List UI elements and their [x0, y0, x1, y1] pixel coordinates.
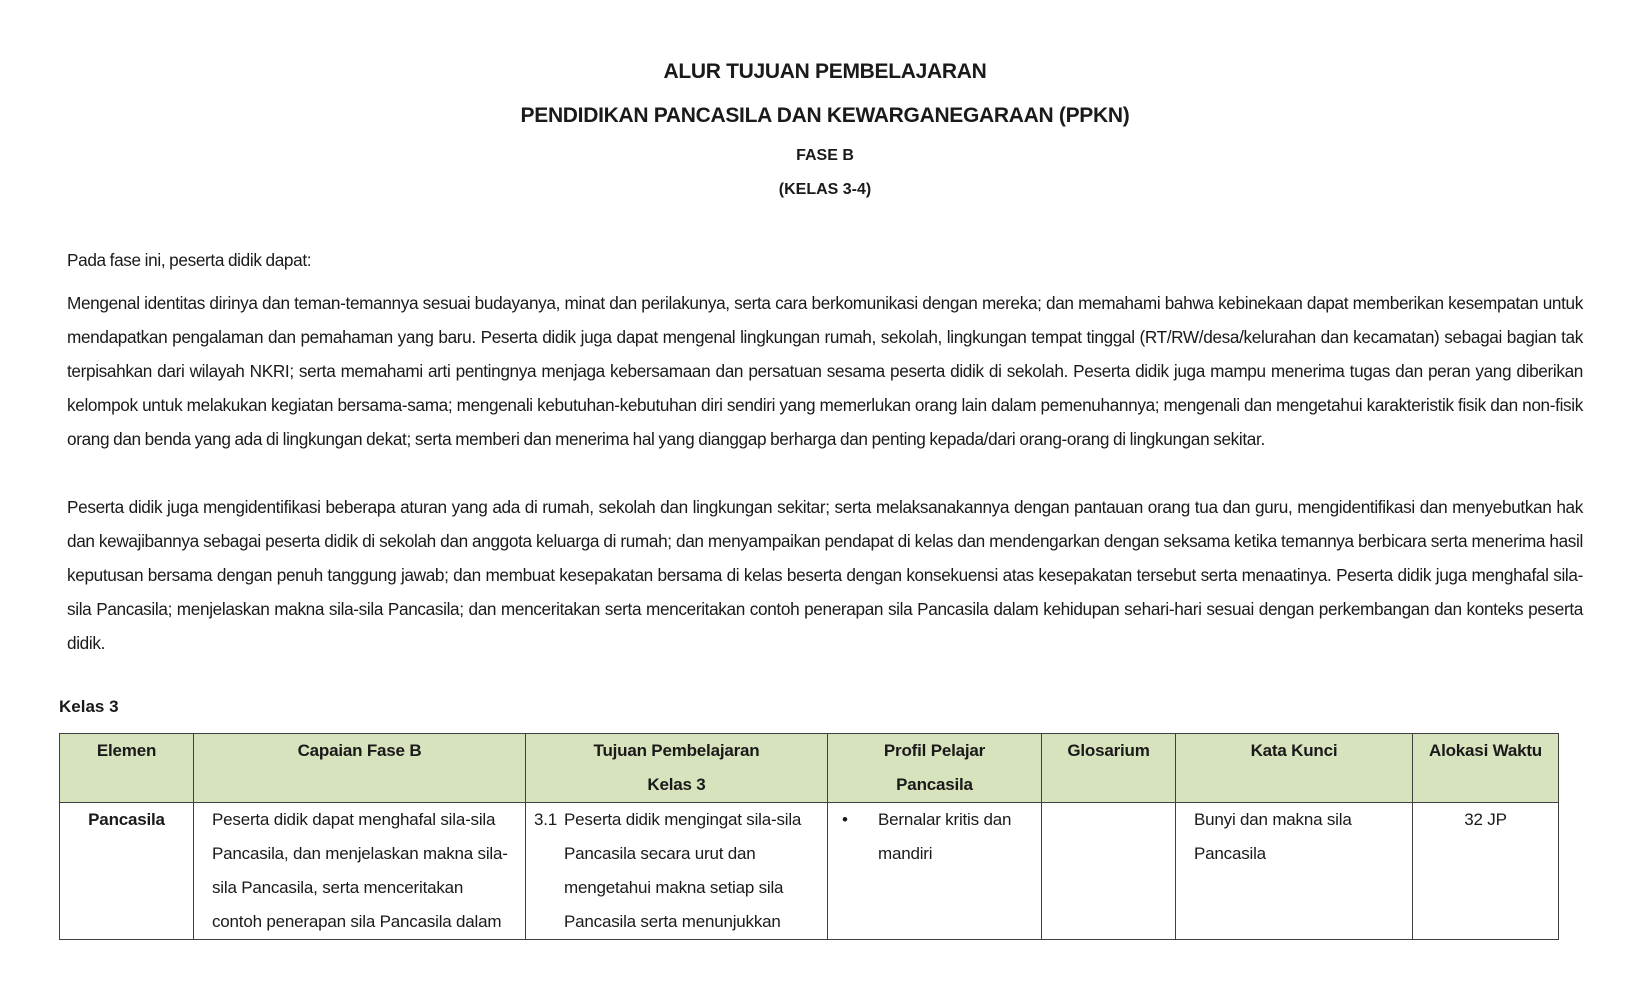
bullet-icon: • [842, 810, 848, 829]
column-header-label: Profil Pelajar [883, 741, 986, 760]
cell-alokasi: 32 JP [1413, 803, 1559, 940]
cell-capaian: Peserta didik dapat menghafal sila-sila Pancasila, dan menjelaskan makna sila-sila Pancasila, serta menceritakan contoh penerapan sila Pancasila dalam [194, 803, 526, 940]
grades-label: (KELAS 3-4) [778, 181, 872, 198]
column-header-label: Tujuan Pembelajaran [593, 741, 760, 760]
cell-elemen: Pancasila [60, 803, 194, 940]
phase-label: FASE B [796, 147, 854, 164]
column-header-tujuan [526, 734, 828, 803]
description-paragraph-1: Mengenal identitas dirinya dan teman-temannya sesuai budayanya, minat dan perilakunya, serta cara berkomunikasi dengan mereka; dan memahami bahwa kebinekaan dapat memberikan kesempatan untuk mendapatkan pengalaman dan pemahaman yang baru. Peserta didik juga dapat mengenal lingkungan rumah, sekolah, lingkungan tempat tinggal (RT/RW/desa/kelurahan dan kecamatan) sebagai bagian tak terpisahkan dari wilayah NKRI; serta memahami arti pentingnya menjaga kebersamaan dan persatuan sesama peserta didik di sekolah. Peserta didik juga mampu menerima tugas dan peran yang diberikan kelompok untuk melakukan kegiatan bersama-sama; mengenali kebutuhan-kebutuhan diri sendiri yang memerlukan orang lain dalam pemenuhannya; mengenali dan mengetahui karakteristik fisik dan non-fisik orang dan benda yang ada di lingkungan dekat; serta memberi dan menerima hal yang dianggap berharga dan penting kepada/dari orang-orang di lingkungan sekitar. [67, 293, 1583, 449]
objective-item [534, 803, 819, 939]
objective-number: 3.1 [534, 810, 558, 829]
subject-title: PENDIDIKAN PANCASILA DAN KEWARGANEGARAAN (PPKN) [520, 104, 1130, 127]
intro-text: Pada fase ini, peserta didik dapat: [67, 250, 312, 270]
profile-list-item [836, 803, 1033, 871]
column-header-label: Capaian Fase B [297, 741, 422, 760]
column-header-sublabel: Pancasila [896, 775, 973, 794]
cell-profil [828, 803, 1042, 940]
table-row [60, 803, 1559, 940]
learning-objectives-table [59, 733, 1559, 940]
column-header-alokasi [1413, 734, 1559, 803]
document-title: ALUR TUJUAN PEMBELAJARAN [663, 60, 987, 83]
column-header-label: Glosarium [1067, 741, 1150, 760]
column-header-label: Kata Kunci [1250, 741, 1338, 760]
cell-kata-kunci: Bunyi dan makna sila Pancasila [1176, 803, 1413, 940]
profile-text: Bernalar kritis dan mandiri [878, 810, 1012, 863]
section-label-kelas-3: Kelas 3 [59, 697, 119, 716]
description-paragraph-2: Peserta didik juga mengidentifikasi beberapa aturan yang ada di rumah, sekolah dan lingkungan sekitar; serta melaksanakannya dengan pantauan orang tua dan guru, mengidentifikasi dan menyebutkan hak dan kewajibannya sebagai peserta didik di sekolah dan anggota keluarga di rumah; dan menyampaikan pendapat di kelas dan mendengarkan dengan seksama ketika temannya berbicara serta menerima hasil keputusan bersama dengan penuh tanggung jawab; dan membuat kesepakatan bersama di kelas beserta dengan konsekuensi atas kesepakatan tersebut serta menaatinya. Peserta didik juga menghafal sila- sila Pancasila; menjelaskan makna sila-sila Pancasila; dan menceritakan serta menceritakan contoh penerapan sila Pancasila dalam kehidupan sehari-hari sesuai dengan perkembangan dan konteks peserta didik. [67, 497, 1583, 653]
cell-glosarium [1042, 803, 1176, 940]
objective-text: Peserta didik mengingat sila-sila Pancasila secara urut dan mengetahui makna setiap sila Pancasila serta menunjukkan [564, 810, 802, 931]
column-header-label: Elemen [96, 741, 157, 760]
column-header-kata-kunci [1176, 734, 1413, 803]
column-header-capaian [194, 734, 526, 803]
column-header-label: Alokasi Waktu [1429, 741, 1542, 760]
cell-tujuan [526, 803, 828, 940]
column-header-sublabel: Kelas 3 [647, 775, 706, 794]
column-header-profil [828, 734, 1042, 803]
column-header-elemen [60, 734, 194, 803]
table-header-row [60, 734, 1559, 803]
column-header-glosarium [1042, 734, 1176, 803]
